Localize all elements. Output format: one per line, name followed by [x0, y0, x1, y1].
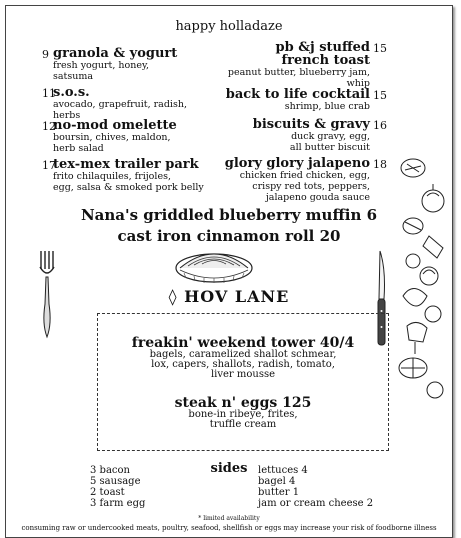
special-name: steak n' eggs 125 — [174, 395, 312, 411]
menu-item — [252, 117, 387, 153]
fork-icon — [36, 249, 60, 339]
menu-item — [227, 40, 387, 89]
special-desc: truffle cream — [209, 419, 277, 430]
item-desc: fresh yogurt, honey, — [53, 60, 150, 71]
sides-left-list — [90, 465, 145, 509]
special-item — [98, 336, 388, 380]
item-name: glory glory jalapeno — [224, 156, 370, 171]
special-desc: bone-in ribeye, frites, — [188, 409, 298, 420]
item-price: 9 — [42, 48, 49, 61]
menu-item — [42, 157, 204, 193]
item-name: french toast — [281, 53, 370, 68]
item-desc: boursin, chives, maldon, — [53, 132, 171, 143]
item-desc: all butter biscuit — [289, 142, 370, 153]
menu-item — [224, 156, 387, 203]
health-warning: consuming raw or undercooked meats, poultry, seafood, shellfish or eggs may increase your risk of foodborne illness — [21, 524, 437, 532]
sides-right-list — [258, 465, 373, 509]
side-item: bagel 4 — [258, 476, 296, 487]
item-desc: duck gravy, egg, — [291, 131, 370, 142]
item-price: 15 — [373, 42, 387, 55]
item-price: 15 — [373, 89, 387, 102]
item-name: biscuits & gravy — [252, 117, 370, 132]
special-desc: liver mousse — [210, 369, 276, 380]
side-item: 5 sausage — [90, 476, 141, 487]
item-price: 12 — [42, 120, 56, 133]
side-item: lettuces 4 — [258, 465, 308, 476]
item-desc: whip — [346, 78, 370, 89]
cinnamon-roll-icon — [174, 246, 254, 284]
side-item: jam or cream cheese 2 — [258, 498, 374, 509]
item-desc: avocado, grapefruit, radish, — [53, 99, 187, 110]
feature-muffin: Nana's griddled blueberry muffin 6 — [80, 206, 378, 224]
item-desc: egg, salsa & smoked pork belly — [53, 182, 204, 193]
item-desc: herb salad — [53, 143, 104, 154]
hov-lane-label: HOV LANE — [184, 287, 290, 306]
item-desc: herbs — [53, 110, 81, 121]
special-name: freakin' weekend tower 40/4 — [131, 335, 355, 351]
item-price: 11 — [42, 87, 56, 100]
menu-item — [42, 118, 177, 154]
item-desc: peanut butter, blueberry jam, — [227, 67, 370, 78]
item-name: no-mod omelette — [53, 118, 177, 133]
special-item — [98, 396, 388, 430]
menu-item — [42, 85, 187, 121]
side-item: 3 bacon — [90, 465, 130, 476]
diamond-icon: ◊ — [168, 287, 178, 306]
special-desc: bagels, caramelized shallot schmear, — [149, 349, 337, 360]
item-desc: chicken fried chicken, egg, — [239, 170, 370, 181]
item-desc: jalapeno gouda sauce — [265, 192, 370, 203]
item-price: 18 — [373, 158, 387, 171]
item-desc: frito chilaquiles, frijoles, — [53, 171, 171, 182]
menu-item — [225, 87, 387, 112]
menu-title: happy holladaze — [175, 19, 283, 34]
item-desc: satsuma — [53, 71, 94, 82]
item-name: tex-mex trailer park — [53, 157, 199, 172]
item-price: 16 — [373, 119, 387, 132]
item-desc: crispy red tots, peppers, — [252, 181, 370, 192]
item-name: back to life cocktail — [225, 87, 370, 102]
item-name: granola & yogurt — [53, 46, 178, 61]
side-item: butter 1 — [258, 487, 300, 498]
item-desc: shrimp, blue crab — [284, 101, 370, 112]
menu-item — [42, 46, 178, 82]
vegetables-icon — [393, 146, 451, 406]
item-name: pb &j stuffed — [275, 40, 370, 55]
side-item: 2 toast — [90, 487, 125, 498]
item-price: 17 — [42, 159, 56, 172]
sides-heading: sides — [210, 461, 248, 476]
side-item: 3 farm egg — [90, 498, 146, 509]
item-name: s.o.s. — [53, 85, 90, 100]
hov-lane-box — [97, 313, 389, 451]
feature-cinnamon-roll: cast iron cinnamon roll 20 — [117, 227, 341, 245]
availability-note: * limited availability — [198, 515, 260, 522]
special-desc: lox, capers, shallots, radish, tomato, — [151, 359, 335, 370]
menu-sheet — [5, 5, 453, 538]
